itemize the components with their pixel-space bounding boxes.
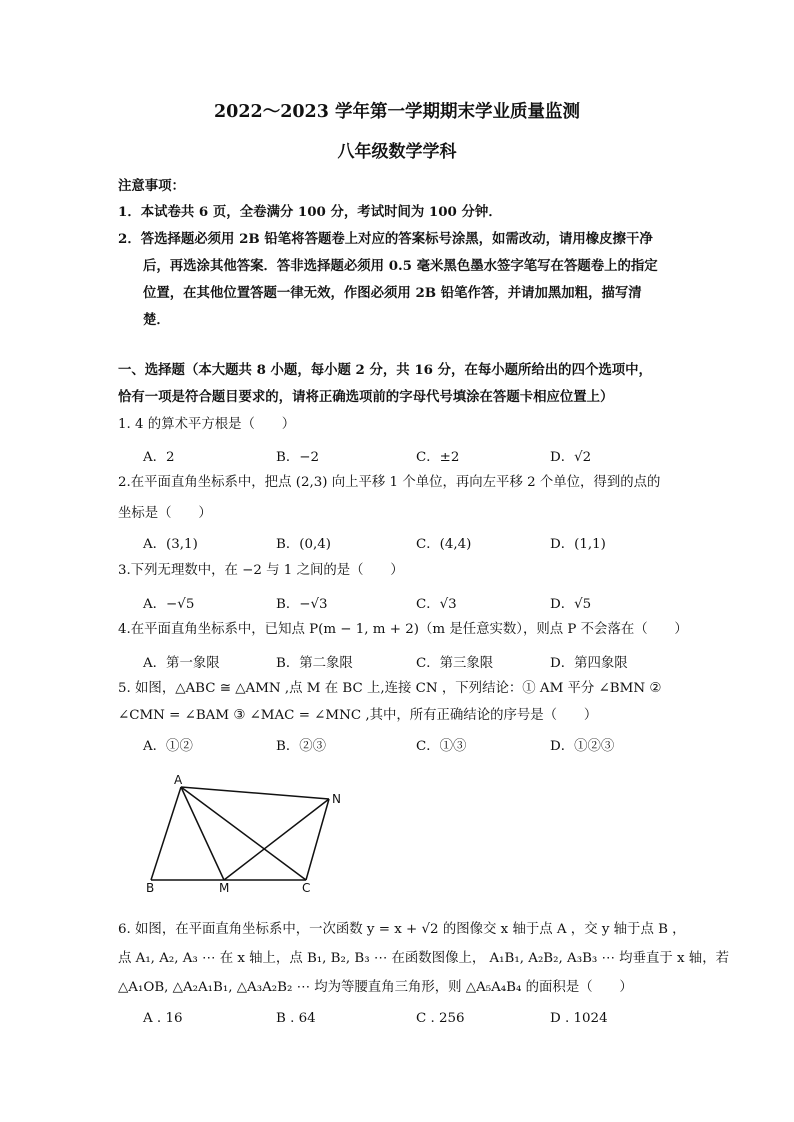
question-6-option-d: D . 1024 [550, 1011, 608, 1026]
label-m: M [219, 881, 230, 895]
question-1-option-d: D．√2 [550, 450, 592, 465]
section-1-heading-line-2: 恰有一项是符合题目要求的，请将正确选项前的字母代号填涂在答题卡相应位置上） [118, 389, 614, 405]
segment-mn [224, 799, 329, 880]
question-2-option-d: D．(1,1) [550, 537, 606, 552]
question-2-option-b: B．(0,4) [276, 537, 331, 552]
question-5-option-d: D．①②③ [550, 739, 615, 754]
label-a: A [174, 773, 183, 787]
question-4-stem: 4.在平面直角坐标系中，已知点 P(m − 1, m + 2)（m 是任意实数），则点 P 不会落在（ ） [118, 622, 688, 637]
question-5-option-a: A．①② [143, 739, 193, 754]
question-5-option-b: B．②③ [276, 739, 327, 754]
question-6-option-a: A . 16 [143, 1011, 183, 1026]
notice-item-2-line-4: 楚． [143, 312, 170, 328]
notice-item-2-line-1: 2．答选择题必须用 2B 铅笔将答题卷上对应的答案标号涂黑，如需改动，请用橡皮擦干净 [118, 231, 653, 247]
question-3-option-b: B．−√3 [276, 597, 328, 612]
question-1-option-b: B．−2 [276, 450, 319, 465]
segment-ab [151, 787, 181, 880]
question-6-stem-line-3: △A₁OB, △A₂A₁B₁, △A₃A₂B₂ ⋯ 均为等腰直角三角形，则 △A₅A₄B₄ 的面积是（ ） [118, 980, 633, 995]
question-4-option-c: C．第三象限 [416, 656, 494, 671]
segment-am [181, 787, 224, 880]
exam-subtitle: 八年级数学学科 [337, 142, 457, 162]
notice-heading: 注意事项： [118, 178, 185, 194]
question-2-stem-line-1: 2.在平面直角坐标系中，把点 (2,3) 向上平移 1 个单位，再向左平移 2 个单位，得到的点的 [118, 475, 661, 490]
section-1-heading-line-1: 一、选择题（本大题共 8 小题，每小题 2 分，共 16 分，在每小题所给出的四个选项中， [118, 362, 652, 378]
question-2-option-c: C．(4,4) [416, 537, 472, 552]
label-c: C [302, 881, 311, 895]
segment-an [181, 787, 329, 799]
question-3-stem: 3.下列无理数中，在 −2 与 1 之间的是（ ） [118, 563, 404, 578]
question-6-option-c: C . 256 [416, 1011, 465, 1026]
notice-item-2-line-3: 位置，在其他位置答题一律无效，作图必须用 2B 铅笔作答，并请加黑加粗，描写清 [143, 285, 642, 301]
question-6-stem-line-1: 6. 如图，在平面直角坐标系中，一次函数 y = x + √2 的图像交 x 轴于点 A ，交 y 轴于点 B ， [118, 922, 686, 937]
notice-item-2-line-2: 后，再选涂其他答案．答非选择题必须用 0.5 毫米黑色墨水签字笔写在答题卷上的指定 [143, 258, 658, 274]
question-2-option-a: A．(3,1) [143, 537, 198, 552]
question-6-stem-line-2: 点 A₁, A₂, A₃ ⋯ 在 x 轴上，点 B₁, B₂, B₃ ⋯ 在函数图像上， A₁B₁, A₂B₂, A₃B₃ ⋯ 均垂直于 x 轴，若 [118, 951, 729, 966]
question-1-option-c: C．±2 [416, 450, 460, 465]
question-5-figure [140, 770, 360, 895]
question-4-option-d: D．第四象限 [550, 656, 628, 671]
question-1-stem: 1. 4 的算术平方根是（ ） [118, 417, 296, 432]
segment-ac [181, 787, 306, 880]
question-3-option-c: C．√3 [416, 597, 457, 612]
label-b: B [146, 881, 155, 895]
question-3-option-d: D．√5 [550, 597, 592, 612]
question-3-option-a: A．−√5 [143, 597, 195, 612]
segment-cn [306, 799, 329, 880]
question-6-option-b: B . 64 [276, 1011, 316, 1026]
question-1-option-a: A．2 [143, 450, 175, 465]
question-5-stem-line-1: 5. 如图，△ABC ≅ △AMN ,点 M 在 BC 上,连接 CN ，下列结论：① AM 平分 ∠BMN ② [118, 681, 662, 696]
question-2-stem-line-2: 坐标是（ ） [118, 506, 212, 521]
exam-title: 2022～2023 学年第一学期期末学业质量监测 [213, 102, 580, 122]
label-n: N [332, 792, 341, 806]
question-4-option-a: A．第一象限 [143, 656, 220, 671]
question-5-stem-line-2: ∠CMN = ∠BAM ③ ∠MAC = ∠MNC ,其中，所有正确结论的序号是（ ） [118, 708, 598, 723]
question-5-option-c: C．①③ [416, 739, 467, 754]
notice-item-1: 1．本试卷共 6 页，全卷满分 100 分，考试时间为 100 分钟． [118, 204, 502, 220]
question-4-option-b: B．第二象限 [276, 656, 353, 671]
